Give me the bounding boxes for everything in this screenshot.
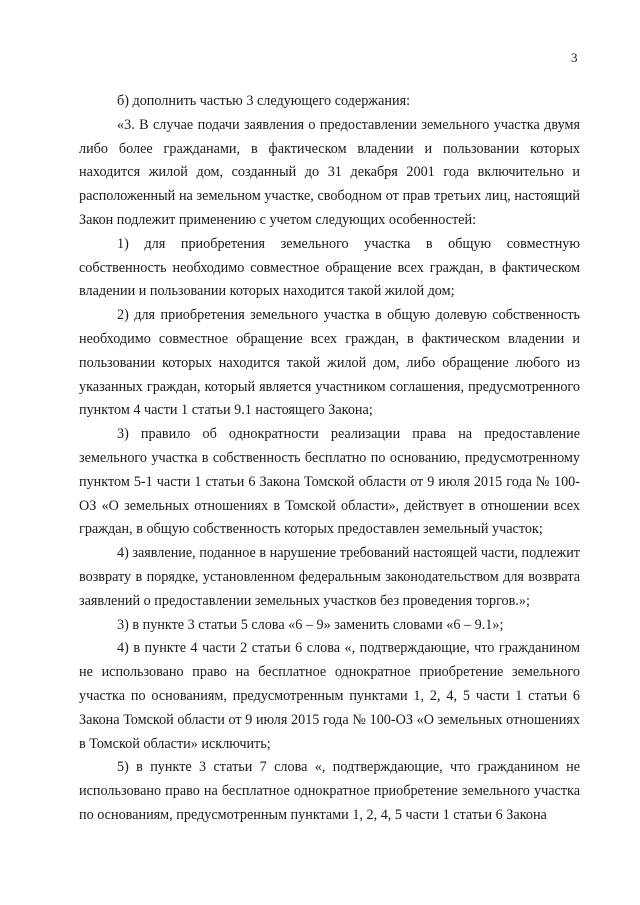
paragraph-item-3: 3) правило об однократности реализации права на предоставление земельного участка в собственность бесплатно по основанию, предусмотренному пунктом 5-1 части 1 статьи 6 Закона Томской области от 9 июля 2015 года № 100-ОЗ «О земельных отношениях в Томской области», действует в отношении всех граждан, в общую собственность которых предоставлен земельный участок; — [79, 426, 580, 538]
paragraph-item-4: 4) заявление, поданное в нарушение требований настоящей части, подлежит возврату в порядке, установленном федеральным законодательством для возврата заявлений о предоставлении земельных участков без проведения торгов.»; — [79, 545, 580, 609]
paragraph-amendment-3: 3) в пункте 3 статьи 5 слова «6 – 9» заменить словами «6 – 9.1»; — [117, 616, 504, 633]
page-number: 3 — [571, 50, 578, 65]
paragraph-amendment-b: б) дополнить частью 3 следующего содержания: — [117, 93, 411, 109]
paragraph-item-1: 1) для приобретения земельного участка в общую совместную собственность необходимо совместное обращение всех граждан, в фактическом владении и пользовании которых находится такой жилой дом; — [79, 235, 580, 300]
document-body — [79, 90, 580, 828]
paragraph-amendment-5: 5) в пункте 3 статьи 7 слова «, подтверждающие, что гражданином не использовано право на бесплатное однократное приобретение земельного участка по основаниям, предусмотренным пунктами 1, 2, 4, 5 части 1 статьи 6 Закона — [79, 759, 580, 823]
paragraph-part-3: «3. В случае подачи заявления о предоставлении земельного участка двумя либо более гражданами, в фактическом владении и пользовании которых находится жилой дом, созданный до 31 декабря 2001 года включительно и расположенный на земельном участке, свободном от прав третьих лиц, настоящий Закон подлежит применению с учетом следующих особенностей: — [79, 116, 580, 228]
paragraph-amendment-4: 4) в пункте 4 части 2 статьи 6 слова «, подтверждающие, что гражданином не использовано право на бесплатное однократное приобретение земельного участка по основаниям, предусмотренным пунктами 1, 2, 4, 5 части 1 статьи 6 Закона Томской области от 9 июля 2015 года № 100-ОЗ «О земельных отношениях в Томской области» исключить; — [79, 640, 580, 752]
paragraph-item-2: 2) для приобретения земельного участка в общую долевую собственность необходимо совместное обращение всех граждан, в фактическом владении и пользовании которых находится такой жилой дом, либо обращение любого из указанных граждан, который является участником соглашения, предусмотренного пунктом 4 части 1 статьи 9.1 настоящего Закона; — [79, 307, 580, 419]
